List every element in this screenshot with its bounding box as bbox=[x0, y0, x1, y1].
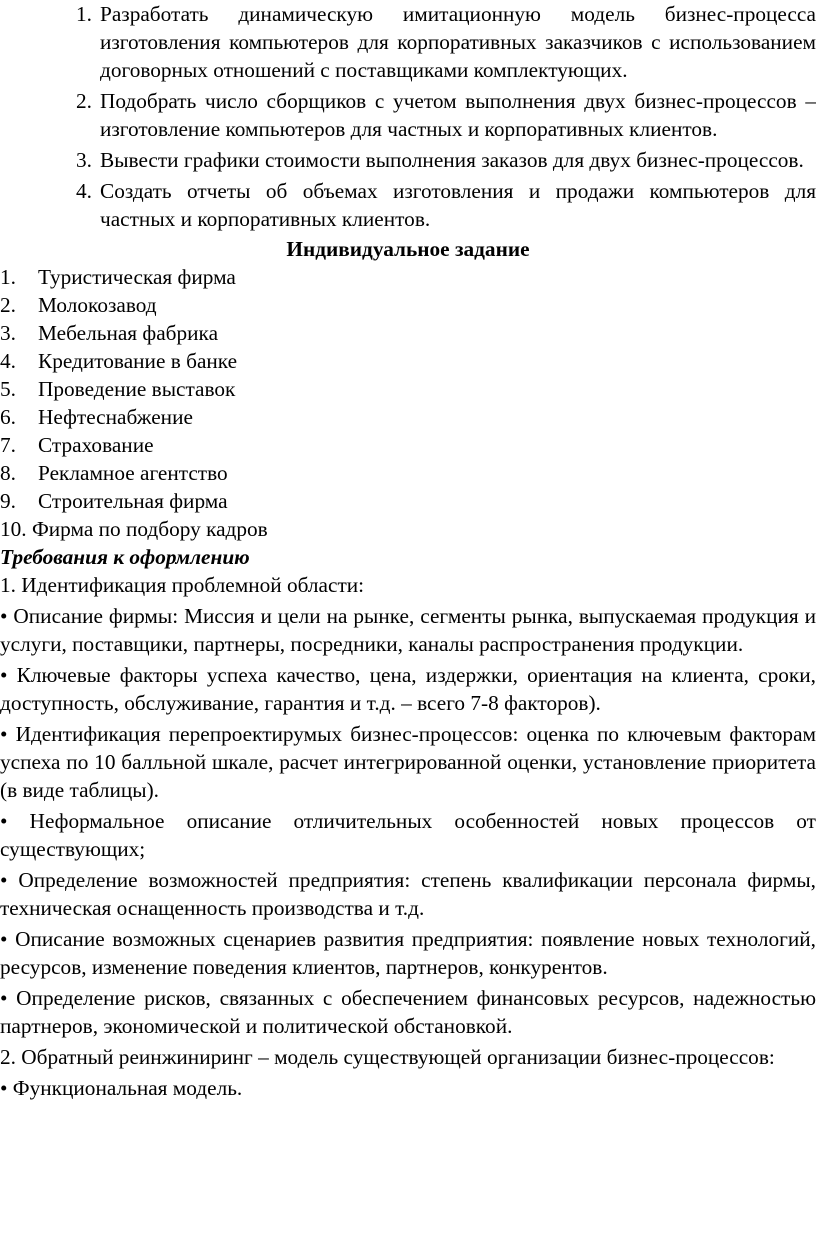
variant-number: 9. bbox=[0, 489, 16, 513]
requirement-paragraph: • Описание возможных сценариев развития предприятия: появление новых технологий, ресурсов, изменение поведения клиентов, партнеров, конкурентов. bbox=[0, 927, 816, 979]
variant-number: 2. bbox=[0, 293, 16, 317]
requirement-paragraph: • Определение рисков, связанных с обеспечением финансовых ресурсов, надежностью партнеров, экономической и политической обстановкой. bbox=[0, 986, 816, 1038]
variant-item bbox=[0, 263, 816, 291]
variant-text: Мебельная фабрика bbox=[38, 321, 219, 345]
variant-item bbox=[0, 459, 816, 487]
variant-number: 1. bbox=[0, 265, 16, 289]
task-text: Вывести графики стоимости выполнения заказов для двух бизнес-процессов. bbox=[100, 148, 804, 172]
variant-item bbox=[0, 347, 816, 375]
task-text: Подобрать число сборщиков с учетом выполнения двух бизнес-процессов – изготовление компьютеров для частных и корпоративных клиентов. bbox=[100, 89, 816, 141]
requirement-paragraph: • Определение возможностей предприятия: степень квалификации персонала фирмы, техническая оснащенность производства и т.д. bbox=[0, 868, 816, 920]
requirement-paragraph: • Функциональная модель. bbox=[0, 1076, 243, 1100]
variant-text: Проведение выставок bbox=[38, 377, 236, 401]
requirement-paragraph: • Идентификация перепроектирумых бизнес-процессов: оценка по ключевым факторам успеха по 10 балльной шкале, расчет интегрированной оценки, установление приоритета (в виде таблицы). bbox=[0, 722, 816, 802]
requirement-paragraph: • Ключевые факторы успеха качество, цена, издержки, ориентация на клиента, сроки, доступность, обслуживание, гарантия и т.д. – всего 7-8 факторов). bbox=[0, 663, 816, 715]
variant-text: Кредитование в банке bbox=[38, 349, 238, 373]
variant-text: Рекламное агентство bbox=[38, 461, 228, 485]
variant-number: 7. bbox=[0, 433, 16, 457]
variant-number: 10. bbox=[0, 517, 27, 541]
variant-text: Фирма по подбору кадров bbox=[31, 517, 268, 541]
task-number: 4. bbox=[76, 179, 92, 203]
task-text: Разработать динамическую имитационную модель бизнес-процесса изготовления компьютеров для корпоративных заказчиков с использованием договорных отношений с поставщиками комплектующих. bbox=[100, 2, 816, 82]
task-number: 1. bbox=[76, 2, 92, 26]
task-number: 3. bbox=[76, 148, 92, 172]
individual-task-heading: Индивидуальное задание bbox=[286, 237, 530, 261]
requirements-title: Требования к оформлению bbox=[0, 545, 250, 569]
variant-item bbox=[0, 291, 816, 319]
task-number: 2. bbox=[76, 89, 92, 113]
task-list bbox=[0, 0, 816, 233]
task-item bbox=[0, 87, 816, 143]
variant-item bbox=[0, 403, 816, 431]
variant-number: 3. bbox=[0, 321, 16, 345]
requirement-paragraph: • Описание фирмы: Миссия и цели на рынке, сегменты рынка, выпускаемая продукция и услуги, поставщики, партнеры, посредники, каналы распространения продукции. bbox=[0, 604, 816, 656]
variant-number: 6. bbox=[0, 405, 16, 429]
requirement-paragraph: • Неформальное описание отличительных особенностей новых процессов от существующих; bbox=[0, 809, 816, 861]
task-item bbox=[0, 177, 816, 233]
variant-text: Нефтеснабжение bbox=[38, 405, 193, 429]
task-item bbox=[0, 0, 816, 84]
variant-text: Молокозавод bbox=[38, 293, 157, 317]
requirement-paragraph: 1. Идентификация проблемной области: bbox=[0, 573, 365, 597]
variant-item bbox=[0, 487, 816, 515]
task-item bbox=[0, 146, 816, 174]
variant-number: 4. bbox=[0, 349, 16, 373]
requirement-paragraph: 2. Обратный реинжиниринг – модель существующей организации бизнес-процессов: bbox=[0, 1045, 775, 1069]
variant-text: Строительная фирма bbox=[38, 489, 228, 513]
variant-item bbox=[0, 319, 816, 347]
task-text: Создать отчеты об объемах изготовления и продажи компьютеров для частных и корпоративных клиентов. bbox=[100, 179, 816, 231]
variant-text: Страхование bbox=[38, 433, 154, 457]
requirements-section bbox=[0, 571, 816, 1102]
variant-number: 5. bbox=[0, 377, 16, 401]
variant-list bbox=[0, 263, 816, 543]
variant-item bbox=[0, 375, 816, 403]
variant-text: Туристическая фирма bbox=[38, 265, 236, 289]
variant-number: 8. bbox=[0, 461, 16, 485]
variant-item bbox=[0, 515, 816, 543]
variant-item bbox=[0, 431, 816, 459]
